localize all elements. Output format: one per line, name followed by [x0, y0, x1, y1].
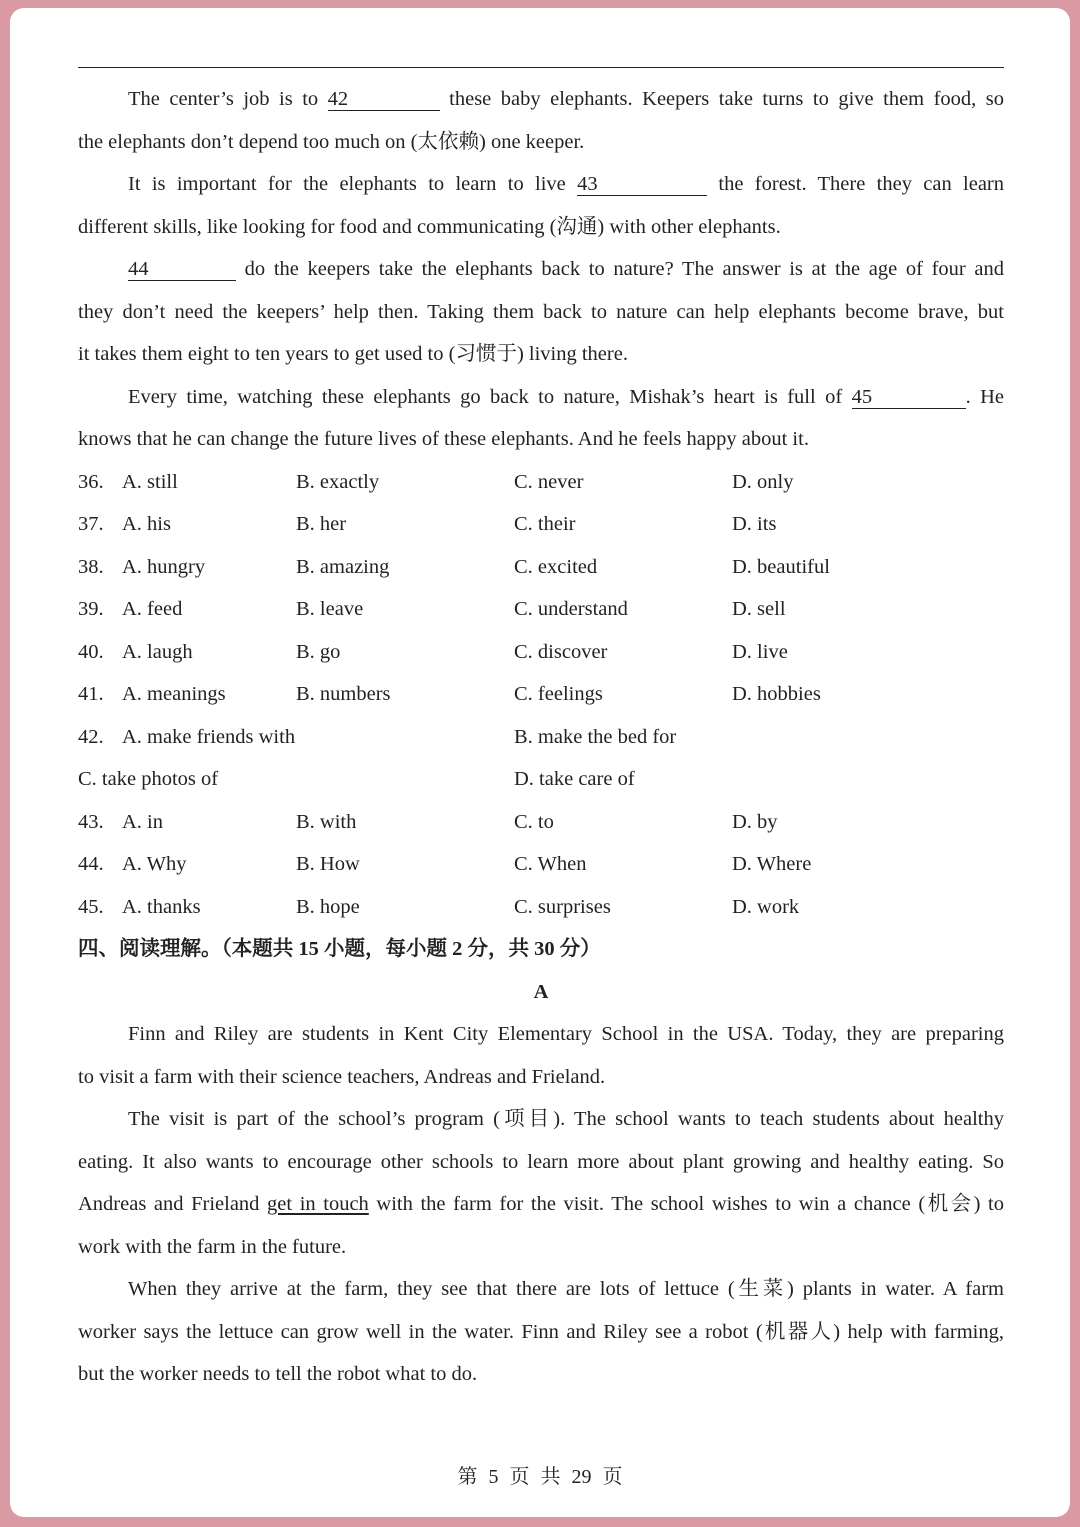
option-c: C. understand	[514, 598, 628, 620]
question-row-39: 39. A. feed B. leave C. understand D. sell	[78, 588, 1004, 631]
answer-blank-45: 45	[852, 386, 966, 409]
passage-line: work with the farm in the future.	[78, 1235, 347, 1258]
option-c: C. feelings	[514, 683, 603, 705]
option-a: A. hungry	[122, 555, 206, 578]
answer-blank-44: 44	[128, 258, 236, 281]
option-d: D. hobbies	[732, 683, 821, 705]
question-row-41: 41. A. meanings B. numbers C. feelings D. hobbies	[78, 673, 1004, 716]
option-b: B. go	[296, 640, 341, 663]
option-d: D. work	[732, 895, 800, 918]
passage-line: the elephants don’t depend too much on (太依赖) one keeper.	[78, 130, 585, 153]
question-row-44: 44. A. Why B. How C. When D. Where	[78, 843, 1004, 886]
option-b: B. How	[296, 853, 360, 875]
option-b: B. hope	[296, 895, 360, 918]
page-number: 第 5 页 共 29 页	[457, 1466, 623, 1488]
option-c: C. discover	[514, 640, 608, 663]
option-b: B. numbers	[296, 683, 391, 705]
option-d: D. sell	[732, 598, 786, 620]
passage-line: 44 do the keepers take the elephants back to nature? The answer is at the age of four and	[128, 258, 1005, 280]
option-b: B. exactly	[296, 470, 380, 493]
option-a: A. still	[122, 470, 178, 493]
option-c: C. When	[514, 853, 587, 875]
option-c: C. surprises	[514, 895, 611, 918]
option-d: D. by	[732, 810, 778, 833]
question-row-42-cont	[78, 758, 1004, 801]
option-c: C. never	[514, 470, 584, 493]
passage-line: it takes them eight to ten years to get used to (习惯于) living there.	[78, 343, 628, 365]
option-c: C. excited	[514, 555, 598, 578]
option-a: A. Why	[122, 853, 187, 875]
page-content	[78, 78, 1004, 1396]
header-rule	[78, 67, 1004, 68]
option-b: B. with	[296, 810, 357, 833]
option-d: D. its	[732, 513, 777, 535]
passage-line: When they arrive at the farm, they see that there are lots of lettuce (生菜) plants in water. A farm	[128, 1278, 1004, 1300]
answer-blank-42: 42	[328, 88, 440, 111]
question-row-40: 40. A. laugh B. go C. discover D. live	[78, 631, 1004, 674]
option-d: D. only	[732, 470, 794, 493]
passage-line: knows that he can change the future lives of these elephants. And he feels happy about it.	[78, 428, 809, 450]
option-c: C. their	[514, 513, 576, 535]
option-b: B. make the bed for	[514, 725, 677, 748]
option-a: A. thanks	[122, 895, 201, 918]
option-a: A. make friends with	[122, 725, 296, 748]
option-b: B. amazing	[296, 555, 390, 578]
passage-label: A	[533, 980, 549, 1003]
option-c: C. take photos of	[78, 768, 219, 790]
option-d: D. beautiful	[732, 555, 830, 578]
question-row-36: 36. A. still B. exactly C. never D. only	[78, 461, 1004, 504]
passage-line: Finn and Riley are students in Kent City Elementary School in the USA. Today, they are preparing	[128, 1023, 1004, 1045]
passage-line: but the worker needs to tell the robot what to do.	[78, 1363, 478, 1385]
answer-blank-43: 43	[577, 173, 707, 196]
passage-line: eating. It also wants to encourage other schools to learn more about plant growing and healthy eating. So	[78, 1150, 1004, 1173]
question-row-42: 42. A. make friends with B. make the bed for	[78, 716, 1004, 759]
question-row-37: 37. A. his B. her C. their D. its	[78, 503, 1004, 546]
passage-line: The center’s job is to 42 these baby elephants. Keepers take turns to give them food, so	[128, 88, 1005, 110]
passage-line: The visit is part of the school’s program (项目). The school wants to teach students about healthy	[128, 1108, 1004, 1130]
option-a: A. feed	[122, 598, 183, 620]
passage-line: It is important for the elephants to learn to live 43 the forest. There they can learn	[128, 173, 1005, 195]
passage-line: different skills, like looking for food and communicating (沟通) with other elephants.	[78, 215, 781, 238]
option-a: A. his	[122, 513, 171, 535]
passage-line: worker says the lettuce can grow well in the water. Finn and Riley see a robot (机器人) help with farming,	[78, 1320, 1004, 1343]
option-c: C. to	[514, 810, 554, 833]
option-d: D. take care of	[514, 768, 635, 790]
passage-line: Andreas and Frieland get in touch with the farm for the visit. The school wishes to win a chance (机会) to	[78, 1193, 1004, 1215]
option-b: B. leave	[296, 598, 364, 620]
question-row-45: 45. A. thanks B. hope C. surprises D. work	[78, 886, 1004, 929]
passage-line: to visit a farm with their science teachers, Andreas and Frieland.	[78, 1065, 606, 1088]
document-page	[10, 8, 1070, 1517]
question-row-38: 38. A. hungry B. amazing C. excited D. beautiful	[78, 546, 1004, 589]
passage-line: they don’t need the keepers’ help then. Taking them back to nature can help elephants become brave, but	[78, 300, 1004, 323]
section-heading: 四、阅读理解。（本题共 15 小题，每小题 2 分，共 30 分）	[78, 938, 601, 960]
passage-line: Every time, watching these elephants go back to nature, Mishak’s heart is full of 45 . He	[128, 385, 1005, 408]
question-row-43: 43. A. in B. with C. to D. by	[78, 801, 1004, 844]
option-b: B. her	[296, 513, 347, 535]
option-d: D. live	[732, 640, 788, 663]
option-a: A. laugh	[122, 640, 193, 663]
option-a: A. meanings	[122, 683, 226, 705]
underlined-phrase: get in touch	[267, 1193, 369, 1215]
option-a: A. in	[122, 810, 163, 833]
option-d: D. Where	[732, 853, 812, 875]
